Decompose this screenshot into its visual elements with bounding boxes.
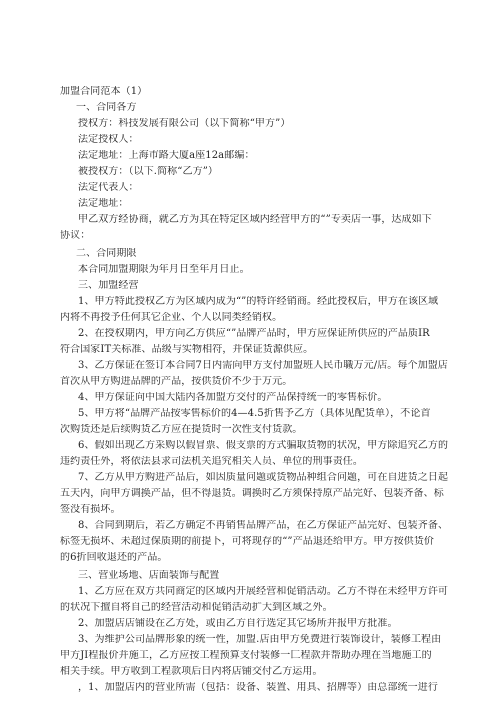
text-line: 3、为维护公司品牌形象的统一性，加盟.店由甲方免费进行装饰设计，装修工程由	[78, 634, 442, 645]
section-heading: 三、营业场地、店面装饰与配置	[78, 570, 220, 581]
text-line: 1、甲方特此授权乙方为区域内成为“”的特许经销商。经此授权后，甲方在该区域	[78, 296, 439, 307]
text-line: 7、乙方从甲方购进产品后，如因质量问题或货物品种组合问题，可在自进货之日起	[78, 472, 449, 483]
section-heading: 三、加盟经营	[78, 280, 139, 291]
text-line: 的状况下擅自将自己的经营活动和促销活动扩大到区域之外。	[60, 602, 333, 613]
text-line: 签没有损坏。	[60, 504, 121, 515]
text-line: 2、加盟店店铺设在乙方处，或由乙方自行选定其它场所并报甲方批准。	[78, 618, 398, 629]
doc-title: 加盟合同范本（1）	[60, 86, 148, 97]
text-line: ，1、加盟店内的营业所需（包括：设备、装置、用具、招牌等）由总部统一进行	[78, 682, 438, 693]
text-line: 内将不再授予任何其它企业、个人以同类经销权。	[60, 312, 283, 323]
text-line: 法定地址：上海市路大厦a座12a邮编：	[78, 150, 255, 161]
text-line: 符合国家IT关标准、品级与实物相符，并保证货源供应。	[60, 344, 314, 355]
text-line: 4、甲方保证向中国大陆内各加盟方交付的产品保持统一的零售标价。	[78, 392, 388, 403]
text-line: 协议：	[60, 230, 91, 241]
text-line: 3、乙方保证在签订本合同7日内需向甲方支付加盟班人民币職万元/店。每个加盟店	[78, 360, 448, 371]
text-line: 甲乙双方经协商，就乙方为其在特定区域内经营甲方的“”专卖店一事，达成如下	[78, 214, 432, 225]
text-line: 法定代表人：	[78, 182, 139, 193]
text-line: 相关手续。甲方收到工程款项后日内将店铺交付乙方运用。	[60, 666, 323, 677]
text-line: 6、假如出现乙方采购以假冒票、假支票的方式骗取货物的状况，甲方除追究乙方的	[78, 440, 449, 451]
text-line: 5、甲方将“品牌产品按零售标价的4—4.5折售予乙方（具体见配货单），不论首	[78, 408, 431, 419]
text-line: 法定地址：	[78, 198, 129, 209]
text-line: 被授权方：（以下.简称“乙方”）	[78, 166, 219, 177]
section-heading: 一、合同各方	[76, 102, 137, 113]
text-line: 1、乙方应在双方共同商定的区域内开展经营和促销活动。乙方不得在未经甲方许可	[78, 586, 449, 597]
text-line: 8、合同到期后，若乙方确定不再销售品牌产品，在乙方保证产品完好、包装齐备、	[78, 520, 449, 531]
text-line: 次购货还是后续购货乙方应在提货时一次性支付货款。	[60, 424, 303, 435]
text-line: 标签无损坏、未超过保质期的前提卜，可将现存的“”产品退还给甲方。甲方按供货价	[60, 536, 435, 547]
section-heading: 二、合同期限	[76, 248, 137, 259]
text-line: 授权方：科技发展有限公司（以下简称“甲方”）	[78, 118, 291, 129]
text-line: 甲方JI程报价并施工，乙方应按工程预算支付装修一匚程款并帮助办理在当地施工的	[60, 650, 432, 661]
text-line: 2、在授权期内，甲方向乙方供应“”品牌产品时，甲方应保证所供应的产品质IR	[78, 328, 430, 339]
text-line: 首次从甲方购进品牌的产品，按供货价不少于万元。	[60, 376, 293, 387]
text-line: 五天内，向甲方调换产品，但不得退货。调换时乙方须保持原产品完好、包装齐备、标	[60, 488, 444, 499]
text-line: 本合同加盟期限为年月日至年月日止。	[78, 264, 250, 275]
text-line: 的6折回收退还的产品。	[60, 552, 168, 563]
text-line: 法定授权人：	[78, 134, 139, 145]
text-line: 违约责任外，将依法县求司法机关追究相关人员、单位的刑事责任。	[60, 456, 363, 467]
